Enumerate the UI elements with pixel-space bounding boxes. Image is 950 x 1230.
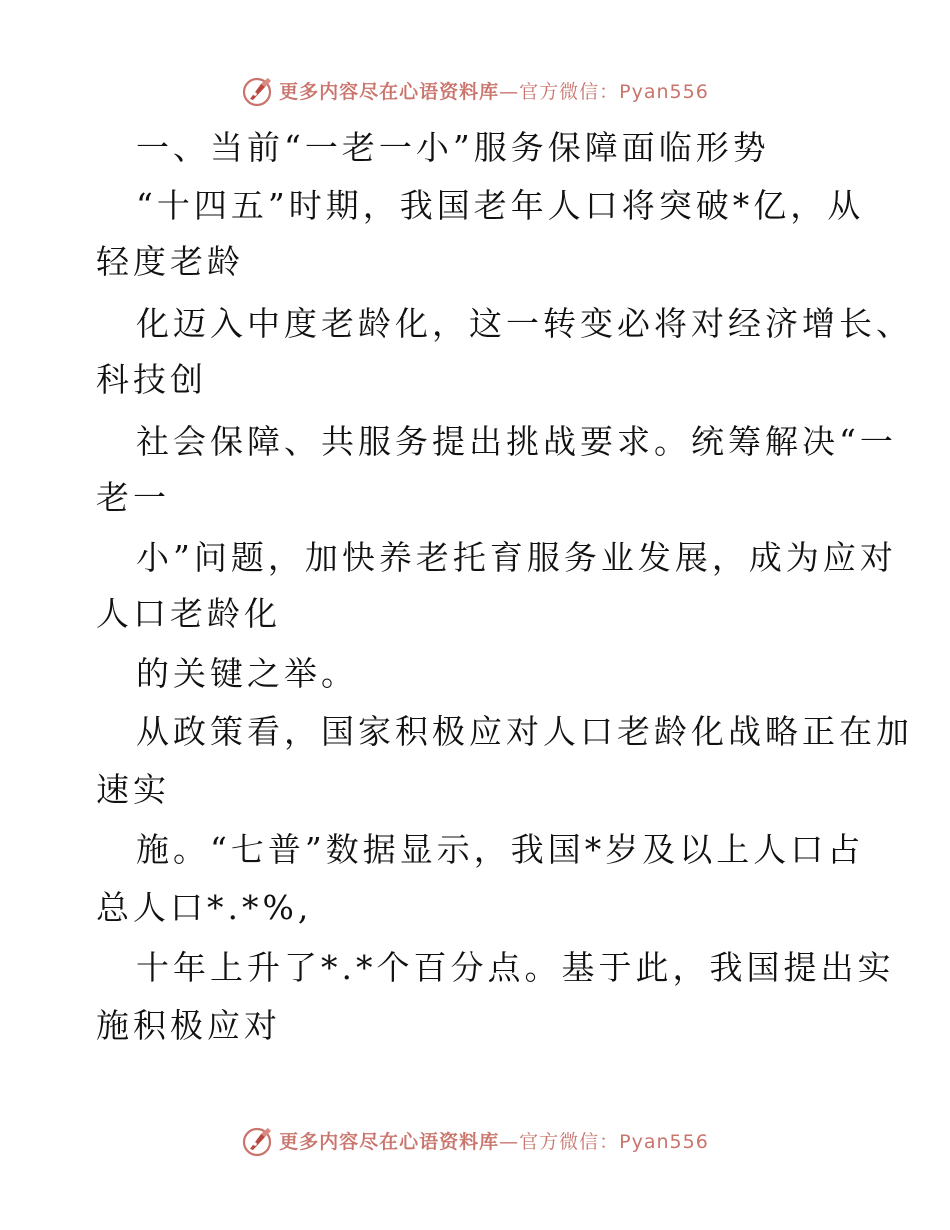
paragraph-line: 施积极应对	[96, 1006, 281, 1045]
paragraph-line: 十年上升了*.*个百分点。基于此，我国提出实	[136, 948, 895, 987]
footer-watermark	[0, 1120, 950, 1160]
paragraph-line: 的关键之举。	[136, 654, 358, 693]
paragraph-line: 老一	[96, 478, 170, 517]
paragraph-line: 人口老龄化	[96, 594, 281, 633]
paragraph-line: “十四五”时期，我国老年人口将突破*亿，从	[136, 186, 865, 225]
paragraph-line: 科技创	[96, 360, 207, 399]
section-heading: 一、当前“一老一小”服务保障面临形势	[136, 128, 770, 167]
paragraph-line: 速实	[96, 770, 170, 809]
watermark-text: 更多内容尽在心语资料库—官方微信：Pyan556	[279, 1130, 709, 1153]
paragraph-line: 小”问题，加快养老托育服务业发展，成为应对	[136, 538, 897, 577]
paragraph-line: 轻度老龄	[96, 242, 244, 281]
paragraph-line: 从政策看，国家积极应对人口老龄化战略正在加	[136, 712, 913, 751]
pen-nib-logo-icon	[241, 72, 277, 108]
paragraph-line: 总人口*.*%,	[96, 888, 313, 927]
paragraph-line: 化迈入中度老龄化，这一转变必将对经济增长、	[136, 304, 913, 343]
paragraph-line: 施。“七普”数据显示，我国*岁及以上人口占	[136, 830, 865, 869]
header-watermark	[0, 70, 950, 110]
watermark-text: 更多内容尽在心语资料库—官方微信：Pyan556	[279, 80, 709, 103]
pen-nib-logo-icon	[241, 1122, 277, 1158]
paragraph-line: 社会保障、共服务提出挑战要求。统筹解决“一	[136, 422, 897, 461]
